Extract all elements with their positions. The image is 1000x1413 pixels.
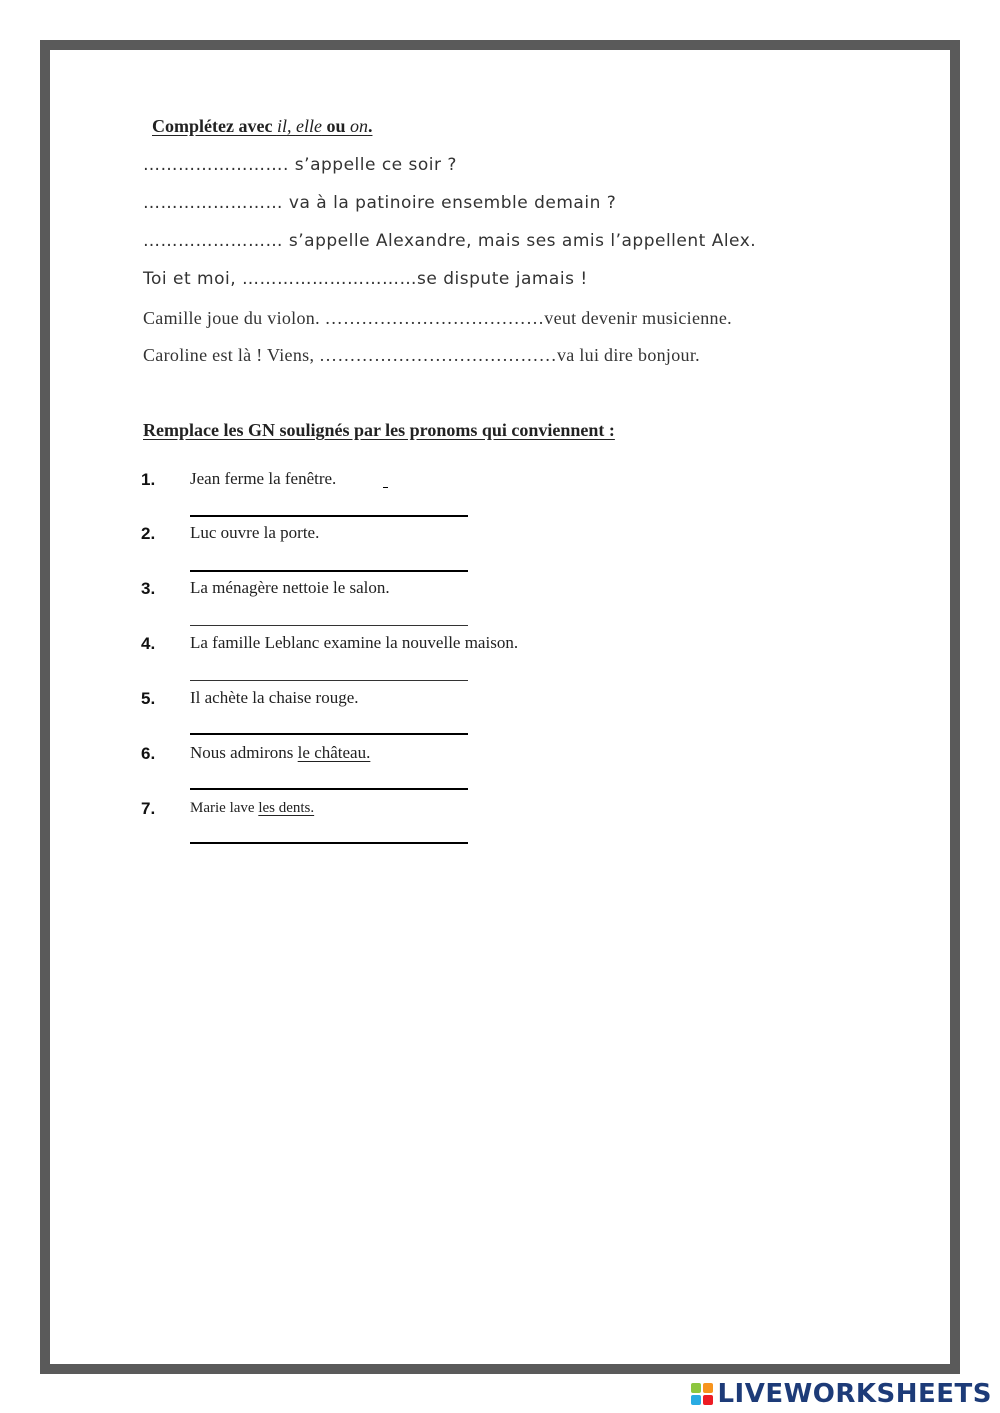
- heading-ou: ou: [321, 116, 350, 136]
- fill-line-5[interactable]: Camille joue du violon. ………………………………veut devenir musicienne.: [143, 308, 732, 328]
- logo-square-3: [691, 1395, 701, 1405]
- item-sentence-7: [190, 800, 314, 817]
- item-sentence-7-plain: Marie lave: [190, 800, 259, 816]
- item-sentence-7-underlined: les dents.: [258, 800, 315, 816]
- item-number-7: 7.: [141, 799, 156, 818]
- item-number-5: 5.: [141, 689, 156, 708]
- liveworksheets-logo: [691, 1379, 992, 1409]
- answer-line-5[interactable]: [190, 733, 468, 735]
- exercise1-heading: [152, 116, 372, 137]
- item-sentence-5: Il achète la chaise rouge.: [190, 688, 359, 707]
- fill-line-2[interactable]: …………………… va à la patinoire ensemble demain ?: [143, 193, 617, 213]
- small-underline-mark: [383, 487, 388, 488]
- brand-name: LIVEWORKSHEETS: [717, 1379, 992, 1409]
- item-number-6: 6.: [141, 744, 156, 763]
- logo-square-1: [691, 1383, 701, 1393]
- answer-line-1[interactable]: [190, 515, 468, 517]
- item-number-1: 1.: [141, 470, 156, 489]
- item-sentence-6-underlined: le château.: [297, 743, 371, 762]
- fill-line-4[interactable]: Toi et moi, …………………………se dispute jamais !: [143, 269, 588, 289]
- heading-sep: ,: [286, 116, 296, 136]
- heading-end: .: [367, 116, 373, 136]
- answer-line-4[interactable]: [190, 680, 468, 681]
- heading-elle: elle: [295, 116, 322, 136]
- item-sentence-2: Luc ouvre la porte.: [190, 523, 320, 542]
- logo-square-4: [703, 1395, 713, 1405]
- answer-line-6[interactable]: [190, 788, 468, 790]
- answer-line-3[interactable]: [190, 625, 468, 626]
- exercise2-heading: Remplace les GN soulignés par les pronoms qui conviennent :: [143, 420, 615, 440]
- item-sentence-1: Jean ferme la fenêtre.: [190, 469, 337, 488]
- fill-line-1[interactable]: ……………………. s’appelle ce soir ?: [143, 155, 457, 175]
- logo-square-2: [703, 1383, 713, 1393]
- fill-line-6[interactable]: Caroline est là ! Viens, …………………………………va lui dire bonjour.: [143, 345, 700, 365]
- fill-line-3[interactable]: …………………… s’appelle Alexandre, mais ses amis l’appellent Alex.: [143, 231, 757, 251]
- item-number-4: 4.: [141, 634, 156, 653]
- item-number-3: 3.: [141, 579, 156, 598]
- item-sentence-3: La ménagère nettoie le salon.: [190, 578, 390, 597]
- answer-line-2[interactable]: [190, 570, 468, 572]
- item-sentence-6: [190, 743, 370, 763]
- item-sentence-6-plain: Nous admirons: [190, 743, 298, 762]
- logo-grid-icon: [691, 1383, 713, 1405]
- heading-il: il: [276, 116, 287, 136]
- item-sentence-4: La famille Leblanc examine la nouvelle maison.: [190, 633, 519, 652]
- heading-on: on: [349, 116, 368, 136]
- item-number-2: 2.: [141, 524, 156, 543]
- heading-prefix: Complétez avec: [152, 116, 277, 136]
- answer-line-7[interactable]: [190, 842, 468, 844]
